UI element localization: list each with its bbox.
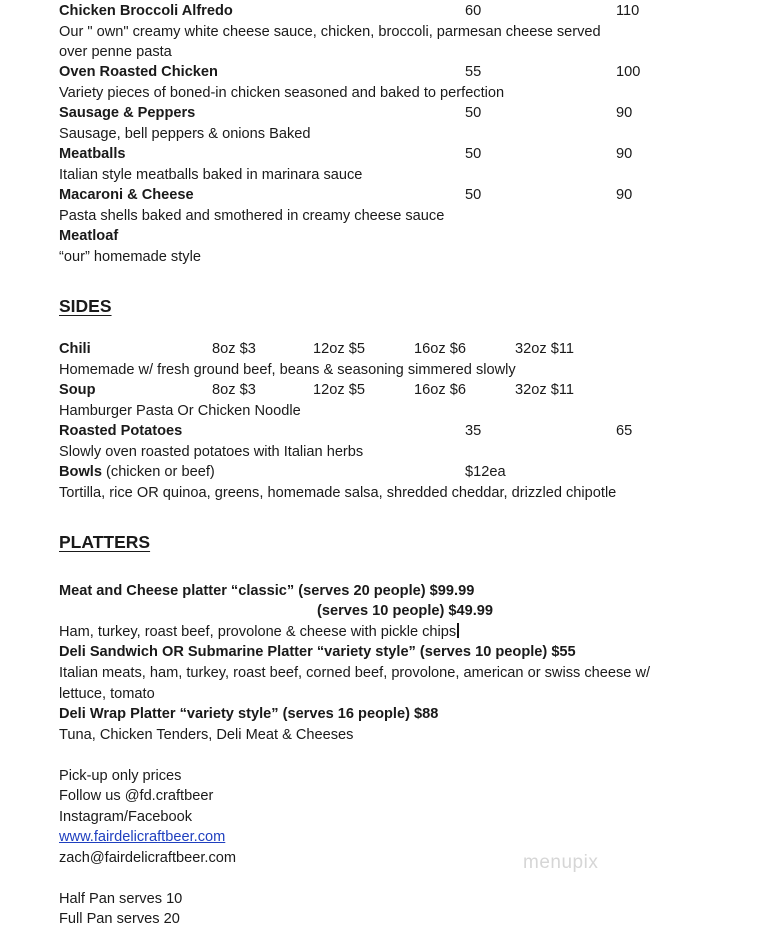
item-description: Our " own" creamy white cheese sauce, chicken, broccoli, parmesan cheese served (59, 24, 601, 40)
item-name: Sausage & Peppers (59, 105, 196, 121)
platter-description: lettuce, tomato (59, 686, 155, 702)
item-name: Meatloaf (59, 228, 119, 244)
email-address: zach@fairdelicraftbeer.com (59, 850, 237, 866)
half-pan-price: 60 (465, 3, 482, 19)
text-cursor (457, 623, 459, 638)
item-description: Italian style meatballs baked in marinara sauce (59, 167, 363, 183)
platter-price: (serves 10 people) $49.99 (317, 603, 494, 619)
item-description: Hamburger Pasta Or Chicken Noodle (59, 403, 301, 419)
item-description: Homemade w/ fresh ground beef, beans & seasoning simmered slowly (59, 362, 516, 378)
platter-name: Deli Sandwich OR Submarine Platter “variety style” (serves 10 people) $55 (59, 644, 576, 660)
item-description: Slowly oven roasted potatoes with Italian herbs (59, 444, 364, 460)
item-description: Tortilla, rice OR quinoa, greens, homemade salsa, shredded cheddar, drizzled chipotle (59, 485, 617, 501)
full-pan-note: Full Pan serves 20 (59, 911, 180, 927)
item-description: Pasta shells baked and smothered in creamy cheese sauce (59, 208, 445, 224)
item-name: Chicken Broccoli Alfredo (59, 3, 233, 19)
item-description: “our” homemade style (59, 249, 201, 265)
half-pan-price: 35 (465, 423, 482, 439)
item-name: Meatballs (59, 146, 126, 162)
half-pan-note: Half Pan serves 10 (59, 891, 183, 907)
pickup-note: Pick-up only prices (59, 768, 182, 784)
watermark-logo: menupix (523, 852, 599, 873)
follow-note: Follow us @fd.craftbeer (59, 788, 214, 804)
full-pan-price: 90 (616, 105, 633, 121)
full-pan-price: 65 (616, 423, 633, 439)
platter-name: Meat and Cheese platter “classic” (serves 20 people) $99.99 (59, 583, 475, 599)
size-price: 12oz $5 (313, 382, 365, 398)
size-price: 32oz $11 (515, 341, 574, 357)
half-pan-price: 55 (465, 64, 482, 80)
item-name: Oven Roasted Chicken (59, 64, 218, 80)
item-price: $12ea (465, 464, 506, 480)
platter-description: Tuna, Chicken Tenders, Deli Meat & Cheeses (59, 727, 354, 743)
full-pan-price: 100 (616, 64, 641, 80)
item-name: Roasted Potatoes (59, 423, 183, 439)
item-description: over penne pasta (59, 44, 172, 60)
social-note: Instagram/Facebook (59, 809, 193, 825)
size-price: 8oz $3 (212, 382, 256, 398)
half-pan-price: 50 (465, 105, 482, 121)
sides-heading: SIDES (59, 296, 112, 316)
full-pan-price: 110 (616, 3, 640, 19)
full-pan-price: 90 (616, 187, 633, 203)
platter-name: Deli Wrap Platter “variety style” (serves 16 people) $88 (59, 706, 439, 722)
item-description: Sausage, bell peppers & onions Baked (59, 126, 311, 142)
platter-description-text: Ham, turkey, roast beef, provolone & cheese with pickle chips (59, 624, 457, 640)
size-price: 16oz $6 (414, 382, 466, 398)
bowls-line (59, 463, 215, 481)
item-name: Bowls (59, 464, 102, 480)
size-price: 12oz $5 (313, 341, 365, 357)
platter-description: Italian meats, ham, turkey, roast beef, corned beef, provolone, american or swiss cheese w/ (59, 665, 651, 681)
half-pan-price: 50 (465, 187, 482, 203)
item-name: Chili (59, 341, 91, 357)
half-pan-price: 50 (465, 146, 482, 162)
platter-description (59, 623, 459, 641)
item-note: (chicken or beef) (101, 464, 215, 480)
item-name: Macaroni & Cheese (59, 187, 194, 203)
item-name: Soup (59, 382, 96, 398)
size-price: 8oz $3 (212, 341, 256, 357)
full-pan-price: 90 (616, 146, 633, 162)
size-price: 32oz $11 (515, 382, 574, 398)
size-price: 16oz $6 (414, 341, 466, 357)
item-description: Variety pieces of boned-in chicken seasoned and baked to perfection (59, 85, 505, 101)
platters-heading: PLATTERS (59, 532, 151, 552)
website-link[interactable]: www.fairdelicraftbeer.com (59, 829, 226, 845)
